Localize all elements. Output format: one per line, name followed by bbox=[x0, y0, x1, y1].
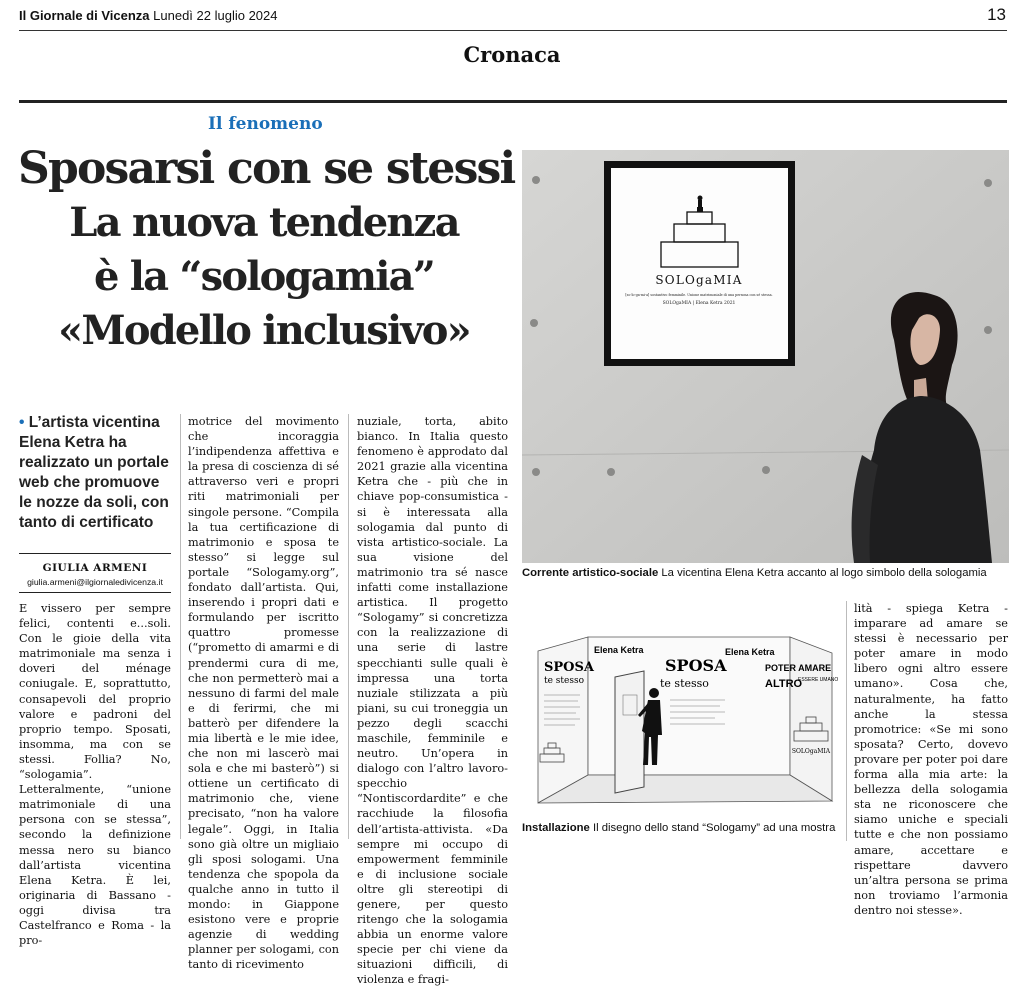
column-separator bbox=[180, 414, 181, 839]
photo-artist bbox=[522, 150, 1009, 563]
caption-label: Corrente artistico-sociale bbox=[522, 567, 659, 579]
drawing-sposa-main: SPOSA bbox=[665, 656, 727, 675]
headline-line: La nuova tendenza bbox=[69, 199, 459, 246]
drawing-testesso-main: te stesso bbox=[660, 677, 709, 690]
photo-caption bbox=[522, 567, 1009, 579]
body-column-4: lità - spiega Ketra - imparare ad amare se stessi è necessario per poter amare in modo libero ogni altro essere umano». Cosa che, naturalmente, ha fatto anche la stessa promotrice: «Se mi sono sposata? Certo, dovevo provare per poter poi dare forma alla mia arte: la bellezza della sologamia sta ne riconoscere che siamo uniche e speciali tutte e che non possiamo amare, accettare e rispettare davvero un’altra persona se prima non troviamo l’armonia dentro noi stesse». bbox=[854, 602, 1008, 917]
logo-definition: [so-lo-ga-mi-a] sostantivo femminile. Unione matrimoniale di una persona con sé stessa. bbox=[625, 293, 773, 297]
caption-text: La vicentina Elena Ketra accanto al logo simbolo della sologamia bbox=[661, 567, 987, 579]
summary-text: L’artista vicentina Elena Ketra ha realizzato un portale web che promuove le nozze da soli, con tanto di certificato bbox=[19, 414, 169, 531]
headline-line: è la “sologamia” bbox=[93, 253, 435, 300]
drawing-artist: Elena Ketra bbox=[594, 645, 644, 655]
column-separator bbox=[846, 601, 847, 841]
logo-signature: SOLOgaMIA | Elena Ketra 2021 bbox=[662, 301, 736, 306]
kicker: Il fenomeno bbox=[208, 114, 323, 134]
newspaper-name: Il Giornale di Vicenza bbox=[19, 8, 150, 23]
drawing-artist-main: Elena Ketra bbox=[725, 647, 775, 657]
drawing-essere: ESSERE UMANO bbox=[798, 677, 839, 683]
section-title: Cronaca bbox=[463, 42, 561, 67]
drawing-logo: SOLOgaMIA bbox=[791, 748, 831, 755]
caption-text: Il disegno dello stand “Sologamy” ad una mostra bbox=[592, 822, 836, 834]
summary bbox=[19, 413, 171, 533]
mirror-panel bbox=[615, 671, 644, 793]
photo-illustration bbox=[522, 150, 1009, 563]
body-column-1: E vissero per sempre felici, contenti e...soli. Con le gioie della vita matrimoniale ma senza i doveri del ménage coniugale. E, soprattutto, consapevoli del proprio valore e padroni del proprio tempo. Sposati, insomma, ma con se stessi. Follia? No, “sologamia”. Letteralmente, “unione matrimoniale di una persona con se stessa”, secondo la definizione messa nero su bianco dall’artista vicentina Elena Ketra. È lei, originaria di Bassano - oggi divisa tra Castelfranco e Roma - la pro- bbox=[19, 602, 171, 948]
author-name: GIULIA ARMENI bbox=[42, 562, 148, 574]
drawing-testesso: te stesso bbox=[544, 676, 585, 686]
stand-sketch bbox=[520, 625, 842, 820]
author-email[interactable]: giulia.armeni@ilgiornaledivicenza.it bbox=[27, 577, 163, 587]
section-rule bbox=[19, 100, 1007, 103]
author-rule bbox=[19, 553, 171, 554]
header-rule bbox=[19, 30, 1007, 31]
page-number: 13 bbox=[987, 5, 1006, 24]
caption-label: Installazione bbox=[522, 822, 590, 834]
drawing-caption bbox=[522, 822, 852, 834]
column-separator bbox=[348, 414, 349, 839]
author-rule bbox=[19, 592, 171, 593]
drawing-poter: POTER AMARE bbox=[765, 663, 832, 673]
headline-line: «Modello inclusivo» bbox=[58, 307, 470, 354]
logo-title: SOLOgaMIA bbox=[655, 273, 743, 287]
body-column-2: motrice del movimento che incoraggia l’indipendenza affettiva e la presa di coscienza di sé attraverso veri e propri riti matrimoniali per singole persone. “Compila la tua certificazione di matrimonio e sposa te stesso” si legge sul portale “Sologamy.org”, fondato dall’artista. Qui, inserendo i propri dati e formulando per iscritto quattro promesse (“prometto di amarmi e di prendermi cura di me, che non permetterò mai a nessuno di farmi del male e di ferirmi, che mi batterò per difendere la mia libertà e le mie idee, che non mi lascerò mai sola e che mi basterò”) si ottiene un certificato di matrimonio che, viene precisato, “non ha valore legale”. Oggi, in Italia sono già oltre un migliaio gli sposi sologami. Una tendenza che spopola da qualche anno in tutto il mondo: in Giappone esistono vere e proprie agenzie di wedding planner per sologami, con tanto di ricevimento bbox=[188, 415, 339, 972]
headline bbox=[18, 142, 515, 358]
installation-drawing bbox=[520, 625, 842, 820]
headline-line: Sposarsi con se stessi bbox=[18, 143, 515, 194]
bullet-icon: • bbox=[19, 414, 25, 431]
issue-date: Lunedì 22 luglio 2024 bbox=[153, 8, 278, 23]
newspaper-header bbox=[19, 8, 278, 23]
drawing-sposa: SPOSA bbox=[544, 660, 594, 675]
drawing-altro: ALTRO bbox=[765, 678, 803, 690]
body-column-3: nuziale, torta, abito bianco. In Italia questo fenomeno è approdato dal 2021 grazie alla vicentina Ketra che - più che in chiave pop-consumistica - si è interessata alla sologamia dal punto di vista artistico-sociale. La sua visione del matrimonio tra sé nasce infatti come installazione artistica. Il progetto “Sologamy” si concretizza con la realizzazione di una serie di lastre specchianti sulle quali è impressa una torta nuziale stilizzata a più piani, su cui troneggia un pezzo degli scacchi maschile, femminile e neutro. Un’opera in dialogo con l’altro lavoro-specchio “Nontiscordardite” e che racchiude la filosofia dell’artista-attivista. «Da sempre mi occupo di empowerment femminile e di inclusione sociale oltre gli stereotipi di genere, per questo ritengo che la sologamia abbia un enorme valore specie per chi viene da situazioni difficili, di violenza e fragi- bbox=[357, 415, 508, 987]
